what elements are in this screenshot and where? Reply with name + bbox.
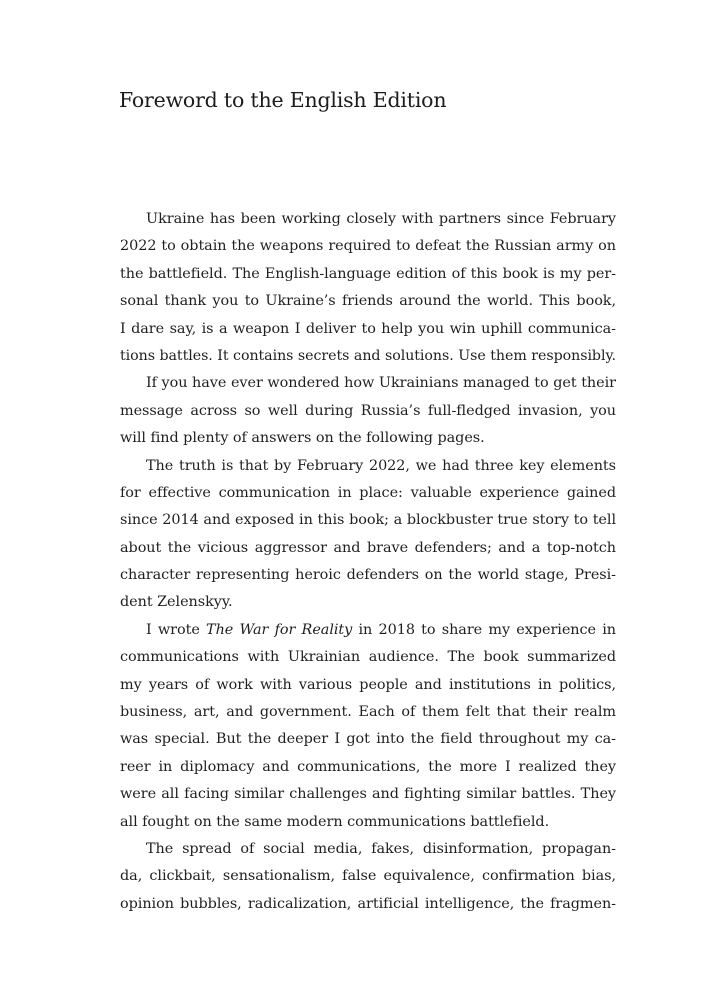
text-line: 2022 to obtain the weapons required to defeat the Russian army on [120, 238, 616, 255]
text-line: were all facing similar challenges and fighting similar battles. They [120, 786, 616, 803]
paragraph-2 [120, 370, 616, 452]
text-run: I wrote [146, 621, 207, 638]
text-line: communications with Ukrainian audience. The book summarized [120, 649, 616, 666]
text-line: was special. But the deeper I got into the field throughout my ca- [120, 731, 616, 748]
text-line: message across so well during Russia’s full-fledged invasion, you [120, 402, 616, 419]
text-line: The spread of social media, fakes, disinformation, propagan- [146, 840, 616, 857]
text-line: The truth is that by February 2022, we had three key elements [146, 457, 616, 474]
chapter-title: Foreword to the English Edition [119, 88, 447, 112]
paragraph-1 [120, 206, 616, 370]
text-line: my years of work with various people and institutions in politics, [120, 676, 616, 693]
text-line: da, clickbait, sensationalism, false equivalence, confirmation bias, [120, 868, 616, 885]
text-line: about the vicious aggressor and brave defenders; and a top-notch [120, 539, 616, 556]
text-line: character representing heroic defenders on the world stage, Presi- [120, 567, 616, 584]
text-line: opinion bubbles, radicalization, artificial intelligence, the fragmen- [120, 895, 616, 912]
text-line: will find plenty of answers on the following pages. [120, 430, 485, 447]
text-line: reer in diplomacy and communications, the more I realized they [120, 758, 616, 775]
paragraph-3 [120, 453, 616, 617]
text-line: for effective communication in place: valuable experience gained [120, 484, 616, 501]
text-line: I dare say, is a weapon I deliver to help you win uphill communica- [120, 320, 616, 337]
text-line: all fought on the same modern communications battlefield. [120, 813, 550, 830]
paragraph-5 [120, 836, 616, 918]
text-line: tions battles. It contains secrets and solutions. Use them responsibly. [120, 347, 616, 364]
text-line: business, art, and government. Each of them felt that their realm [120, 704, 616, 721]
paragraph-4 [120, 617, 616, 836]
body-text [120, 206, 616, 918]
text-line: the battlefield. The English-language edition of this book is my per- [120, 265, 616, 282]
text-line: Ukraine has been working closely with partners since February [146, 211, 616, 227]
text-line: dent Zelenskyy. [120, 594, 233, 611]
text-run: in 2018 to share my experience in [352, 621, 616, 638]
book-title-italic: The War for Reality [206, 621, 353, 638]
text-line: If you have ever wondered how Ukrainians managed to get their [146, 375, 616, 392]
text-line [120, 617, 616, 644]
text-line: since 2014 and exposed in this book; a blockbuster true story to tell [120, 512, 616, 529]
text-line: sonal thank you to Ukraine’s friends around the world. This book, [120, 293, 616, 310]
